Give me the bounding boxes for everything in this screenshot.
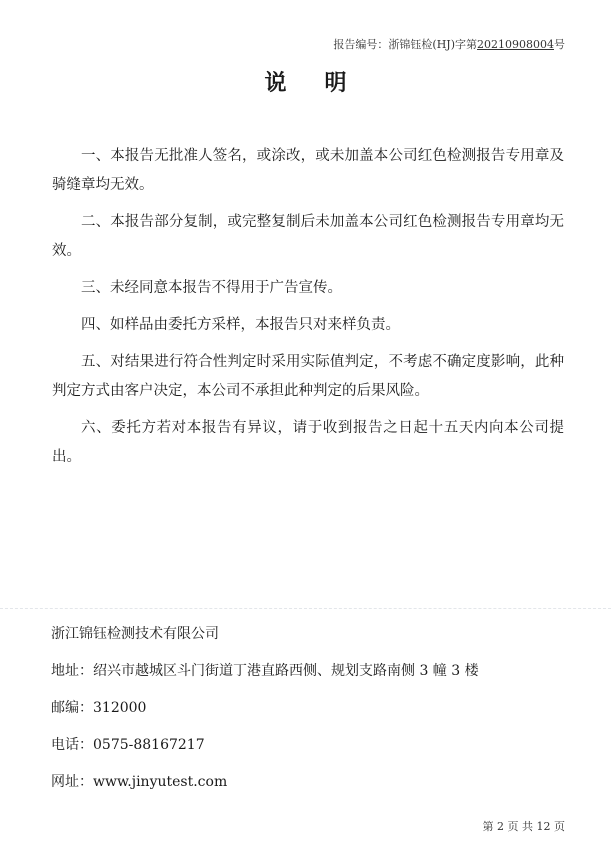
clause-6: 六、委托方若对本报告有异议，请于收到报告之日起十五天内向本公司提出。 xyxy=(52,420,564,465)
report-number-suffix: 号 xyxy=(554,38,565,51)
contact-block xyxy=(51,620,571,805)
clause-1: 一、本报告无批准人签名，或涂改，或未加盖本公司红色检测报告专用章及骑缝章均无效。 xyxy=(52,148,564,193)
company-website: 网址：www.jinyutest.com xyxy=(51,774,228,790)
clause-list xyxy=(52,142,564,480)
company-name: 浙江锦钰检测技术有限公司 xyxy=(51,626,219,642)
company-address: 地址：绍兴市越城区斗门街道丁港直路西侧、规划支路南侧 3 幢 3 楼 xyxy=(51,663,479,679)
clause-2: 二、本报告部分复制，或完整复制后未加盖本公司红色检测报告专用章均无效。 xyxy=(52,214,564,259)
report-number-line xyxy=(333,36,565,52)
clause-4: 四、如样品由委托方采样，本报告只对来样负责。 xyxy=(81,317,400,333)
report-number: 20210908004 xyxy=(477,38,554,51)
page-title: 说明 xyxy=(264,71,385,96)
report-number-prefix: 报告编号：浙锦钰检(HJ)字第 xyxy=(333,38,478,51)
company-phone: 电话：0575-88167217 xyxy=(51,737,205,753)
clause-3: 三、未经同意本报告不得用于广告宣传。 xyxy=(81,280,342,296)
clause-5: 五、对结果进行符合性判定时采用实际值判定，不考虑不确定度影响，此种判定方式由客户决定，本公司不承担此种判定的后果风险。 xyxy=(52,354,564,399)
section-divider xyxy=(0,608,611,609)
page-number: 第 2 页 共 12 页 xyxy=(482,820,565,833)
company-postcode: 邮编：312000 xyxy=(51,700,147,716)
